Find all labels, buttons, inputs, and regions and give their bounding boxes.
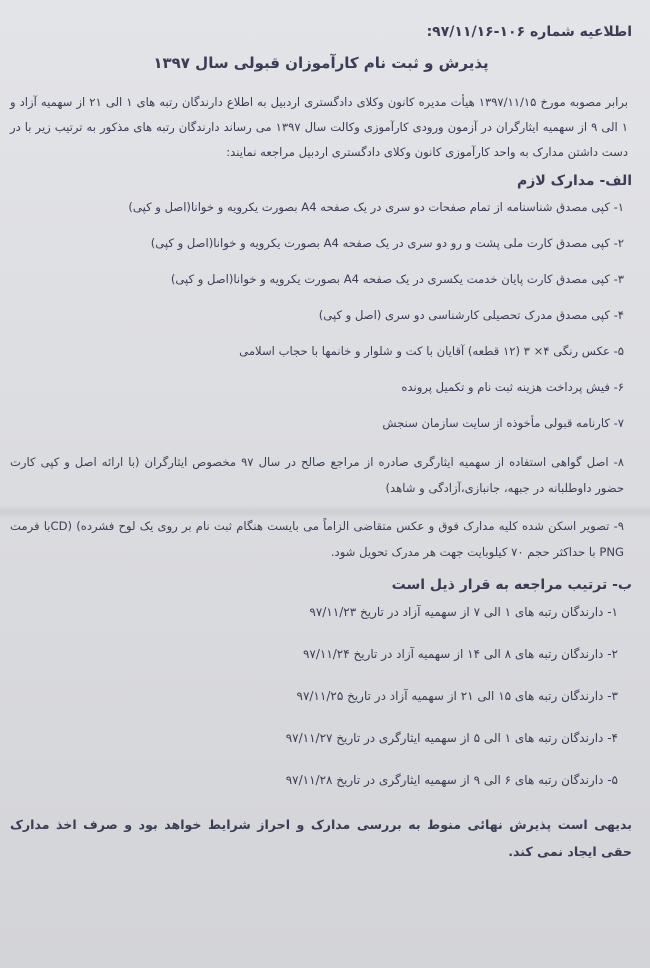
required-document-item: ۱- کپی مصدق شناسنامه از تمام صفحات دو سری در یک صفحه A4 بصورت یکرویه و خوانا(اصل و کپی) <box>128 200 624 214</box>
document-title: پذیرش و ثبت نام کارآموزان قبولی سال ۱۳۹۷ <box>153 54 489 72</box>
schedule-item: ۱- دارندگان رتبه های ۱ الی ۷ از سهمیه آزاد در تاریخ ۹۷/۱۱/۲۳ <box>309 605 618 619</box>
required-document-item: ۹- تصویر اسکن شده کلیه مدارک فوق و عکس متقاضی الزاماً می بایست هنگام ثبت نام بر روی یک لوح فشرده) (CDبا فرمت PNG با حداکثر حجم ۷۰ کیلوبایت جهت هر مدرک تحویل شود. <box>10 519 624 559</box>
required-document-item: ۳- کپی مصدق کارت پایان خدمت یکسری در یک صفحه A4 بصورت یکرویه و خوانا(اصل و کپی) <box>170 272 624 286</box>
schedule-item: ۳- دارندگان رتبه های ۱۵ الی ۲۱ از سهمیه آزاد در تاریخ ۹۷/۱۱/۲۵ <box>296 689 618 703</box>
required-document-item: ۶- فیش پرداخت هزینه ثبت نام و تکمیل پرونده <box>401 380 624 394</box>
required-document-item: ۵- عکس رنگی ۴× ۳ (۱۲ قطعه) آقایان با کت و شلوار و خانمها با حجاب اسلامی <box>239 344 624 358</box>
required-document-item: ۴- کپی مصدق مدرک تحصیلی کارشناسی دو سری (اصل و کپی) <box>318 308 624 322</box>
required-document-item: ۷- کارنامه قبولی مأخوذه از سایت سازمان سنجش <box>382 416 624 430</box>
required-document-item: ۲- کپی مصدق کارت ملی پشت و رو دو سری در یک صفحه A4 بصورت یکرویه و خوانا(اصل و کپی) <box>150 236 624 250</box>
schedule-item: ۵- دارندگان رتبه های ۶ الی ۹ از سهمیه ایثارگری در تاریخ ۹۷/۱۱/۲۸ <box>285 773 618 787</box>
schedule-item: ۲- دارندگان رتبه های ۸ الی ۱۴ از سهمیه آزاد در تاریخ ۹۷/۱۱/۲۴ <box>302 647 618 661</box>
section-b-heading: ب- ترتیب مراجعه به قرار ذیل است <box>391 577 632 593</box>
schedule-item: ۴- دارندگان رتبه های ۱ الی ۵ از سهمیه ایثارگری در تاریخ ۹۷/۱۱/۲۷ <box>285 731 618 745</box>
required-document-item: ۸- اصل گواهی استفاده از سهمیه ایثارگری صادره از مراجع صالح در سال ۹۷ مخصوص ایثارگران (با ارائه اصل و کپی کارت حضور داوطلبانه در جبهه، جانبازی،آزادگی و شاهد) <box>10 455 624 495</box>
footer-note: بدیهی است پذیرش نهائی منوط به بررسی مدارک و احراز شرایط خواهد بود و صرف اخذ مدارک حقی ایجاد نمی کند. <box>10 817 632 859</box>
intro-paragraph: برابر مصوبه مورخ ۱۳۹۷/۱۱/۱۵ هیأت مدیره کانون وکلای دادگستری اردبیل به اطلاع دارندگان رتبه های ۱ الی ۲۱ از سهمیه آزاد و ۱ الی ۹ از سهمیه ایثارگران در آزمون ورودی کارآموزی وکالت سال ۱۳۹۷ می رساند دارندگان رتبه های مذکور به ترتیب زیر با در دست داشتن مدارک به واحد کارآموزی کانون وکلای دادگستری اردبیل مراجعه نمایند: <box>10 95 628 159</box>
notice-number: اطلاعیه شماره ۱۰۶-۹۷/۱۱/۱۶: <box>426 24 632 40</box>
section-a-heading: الف- مدارک لازم <box>517 173 632 189</box>
paper-fold-shadow <box>0 505 650 519</box>
